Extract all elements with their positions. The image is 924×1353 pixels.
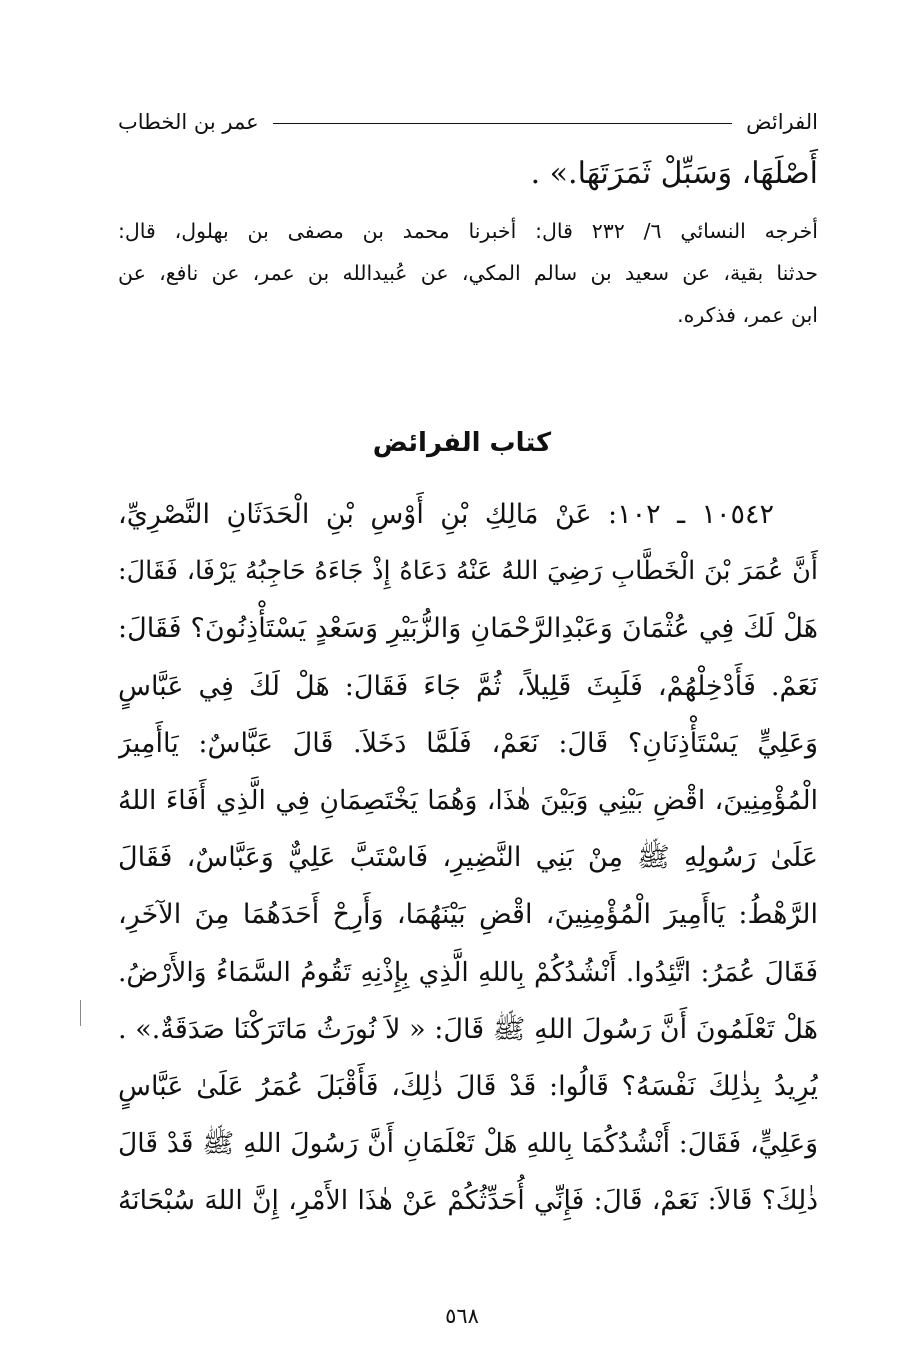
takhrij-line: حدثنا بقية، عن سعيد بن سالم المكي، عن عُبيدالله بن عمر، عن نافع، عن xyxy=(118,261,818,285)
book-title: كتاب الفرائض xyxy=(372,428,552,458)
hadith-line: الرَّهْطُ: يَاأَمِيرَ الْمُؤْمِنِينَ، اقْضِ بَيْنَهُمَا، وَأَرِحْ أَحَدَهُمَا مِنَ الآخَرِ، xyxy=(118,899,818,931)
hadith-line: يُرِيدُ بِذٰلِكَ نَفْسَهُ؟ قَالُوا: قَدْ قَالَ ذٰلِكَ، فَأَقْبَلَ عُمَرُ عَلَىٰ عَبَّاسٍ xyxy=(118,1070,818,1102)
hadith-line: عَلَىٰ رَسُولِهِ ﷺ مِنْ بَنِي النَّضِيرِ، فَاسْتَبَّ عَلِيٌّ وَعَبَّاسٌ، فَقَالَ xyxy=(118,842,818,874)
hadith-line: ذٰلِكَ؟ قَالاَ: نَعَمْ، قَالَ: فَإِنِّي أُحَدِّثُكُمْ عَنْ هٰذَا الأَمْرِ، إِنَّ اللهَ سُبْحَانَهُ xyxy=(118,1185,818,1217)
carryover-text-line: أَصْلَهَا، وَسَبِّلْ ثَمَرَتَهَا.» . xyxy=(530,156,818,191)
hadith-line: هَلْ تَعْلَمُونَ أَنَّ رَسُولَ اللهِ ﷺ قَالَ: « لاَ نُورَثُ مَاتَرَكْنَا صَدَقَةٌ.» . xyxy=(118,1013,818,1045)
running-header xyxy=(118,104,818,140)
hadith-line: نَعَمْ. فَأَدْخِلْهُمْ، فَلَبِثَ قَلِيلاً، ثُمَّ جَاءَ فَقَالَ: هَلْ لَكَ فِي عَبَّاسٍ xyxy=(118,670,818,702)
page-number: ٥٦٨ xyxy=(445,1304,479,1328)
hadith-line: فَقَالَ عُمَرُ: اتَّئِدُوا. أَنْشُدُكُمْ بِاللهِ الَّذِي بِإِذْنِهِ تَقُومُ السَّمَاءُ وَالأَرْضُ. xyxy=(118,956,818,988)
hadith-line: وَعَلِيٍّ يَسْتَأْذِنَانِ؟ قَالَ: نَعَمْ، فَلَمَّا دَخَلاَ. قَالَ عَبَّاسٌ: يَاأَمِيرَ xyxy=(118,727,818,759)
hadith-line: ١٠٥٤٢ ـ ١٠٢: عَنْ مَالِكِ بْنِ أَوْسِ بْنِ الْحَدَثَانِ النَّصْرِيِّ، xyxy=(118,499,774,530)
takhrij-note xyxy=(118,210,818,336)
header-section-name: الفرائض xyxy=(746,110,818,134)
takhrij-line: ابن عمر، فذكره. xyxy=(677,303,818,327)
hadith-line: أَنَّ عُمَرَ بْنَ الْخَطَّابِ رَضِيَ اللهُ عَنْهُ دَعَاهُ إِذْ جَاءَهُ حَاجِبُهُ يَرْفَا، فَقَالَ: xyxy=(118,556,818,587)
hadith-text xyxy=(118,486,818,1229)
takhrij-line: أخرجه النسائي ٦/ ٢٣٢ قال: أخبرنا محمد بن مصفى بن بهلول، قال: xyxy=(118,219,818,243)
hadith-line: هَلْ لَكَ فِي عُثْمَانَ وَعَبْدِالرَّحْمَانِ وَالزُّبَيْرِ وَسَعْدٍ يَسْتَأْذِنُونَ؟ فَقَالَ: xyxy=(118,613,818,645)
header-musnad-name: عمر بن الخطاب xyxy=(118,110,259,134)
header-rule xyxy=(273,123,733,124)
hadith-line: الْمُؤْمِنِينَ، اقْضِ بَيْنِي وَبَيْنَ هٰذَا، وَهُمَا يَخْتَصِمَانِ فِي الَّذِي أَفَاءَ اللهُ xyxy=(118,784,818,816)
hadith-line: وَعَلِيٍّ، فَقَالَ: أَنْشُدُكُمَا بِاللهِ هَلْ تَعْلَمَانِ أَنَّ رَسُولَ اللهِ ﷺ قَدْ قَالَ xyxy=(118,1128,818,1160)
margin-mark xyxy=(80,1000,81,1026)
